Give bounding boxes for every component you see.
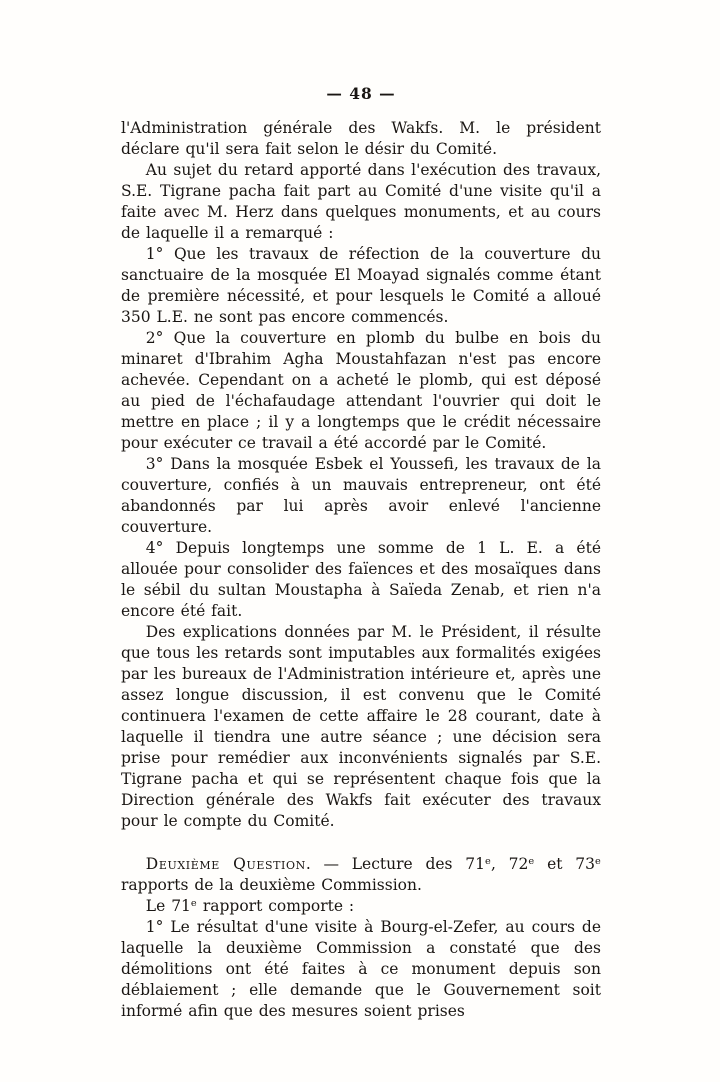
paragraph-explications: Des explications données par M. le Président, il résulte que tous les retards sont imputables aux formalités exigées par les bureaux de l'Administration intérieure et, après une assez longue discussion, il est convenu que le Comité continuera l'examen de cette affaire le 28 courant, date à laquelle il tiendra une autre séance ; une décision sera prise pour remédier aux inconvénients signalés par S.E. Tigrane pacha et qui se représentent chaque fois que la Direction générale des Wakfs fait exécuter des travaux pour le compte du Comité. [121,623,601,830]
paragraph-au-sujet: Au sujet du retard apporté dans l'exécution des travaux, S.E. Tigrane pacha fait part au Comité d'une visite qu'il a faite avec M. Herz dans quelques monuments, et au cours de laquelle il a remarqué : [121,161,601,242]
text-block [121,84,601,1022]
paragraph-rapport-intro: Le 71ᵉ rapport comporte : [145,897,355,915]
paragraph-item-4: 4° Depuis longtemps une somme de 1 L. E. a été allouée pour consolider des faïences et des mosaïques dans le sébil du sultan Moustapha à Saïeda Zenab, et rien n'a encore été fait. [121,539,601,620]
page-number: — 48 — [326,84,396,103]
paragraph-rapport-item-1: 1° Le résultat d'une visite à Bourg-el-Zefer, au cours de laquelle la deuxième Commission a constaté que des démolitions ont été faites à ce monument depuis son déblaiement ; elle demande que le Gouvernement soit informé afin que des mesures soient prises [121,918,601,1020]
paragraph-continuation: l'Administration générale des Wakfs. M. le président déclare qu'il sera fait selon le désir du Comité. [121,119,601,158]
paragraph-item-1: 1° Que les travaux de réfection de la couverture du sanctuaire de la mosquée El Moayad signalés comme étant de première nécessité, et pour lesquels le Comité a alloué 350 L.E. ne sont pas encore commencés. [121,245,601,326]
section-heading: Deuxième Question [145,855,306,873]
section-heading-rest: . — Lecture des 71ᵉ, 72ᵉ et 73ᵉ rapports de la deuxième Commission. [121,855,601,894]
section-paragraph [121,854,601,896]
paragraph-item-2: 2° Que la couverture en plomb du bulbe en bois du minaret d'Ibrahim Agha Moustahfazan n'est pas encore achevée. Cependant on a acheté le plomb, qui est déposé au pied de l'échafaudage attendant l'ouvrier qui doit le mettre en place ; il y a longtemps que le crédit nécessaire pour exécuter ce travail a été accordé par le Comité. [121,329,601,452]
paragraph-item-3: 3° Dans la mosquée Esbek el Youssefi, les travaux de la couverture, confiés à un mauvais entrepreneur, ont été abandonnés par lui après avoir enlevé l'ancienne couverture. [121,455,601,536]
